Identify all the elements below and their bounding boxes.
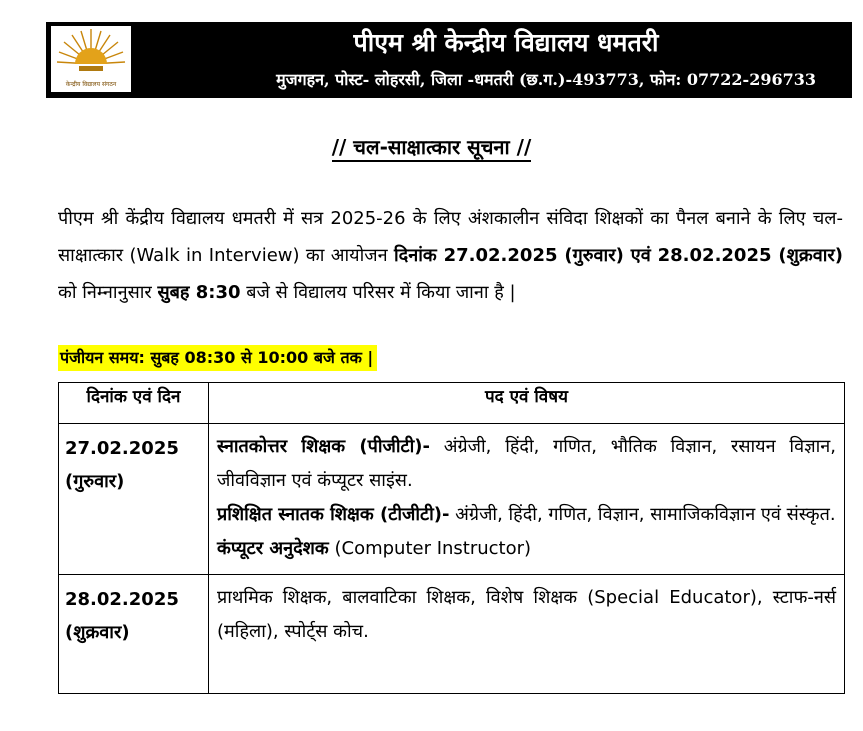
header-date-day: दिनांक एवं दिन	[59, 383, 209, 424]
subject-cell	[209, 575, 845, 694]
pgt-line	[217, 430, 836, 498]
tgt-line	[217, 498, 836, 532]
subject-cell	[209, 424, 845, 575]
ci-label: कंप्यूटर अनुदेशक	[217, 538, 329, 559]
notice-title	[0, 133, 863, 160]
kvs-logo	[51, 26, 131, 92]
para-part1: पीएम श्री केंद्रीय विद्यालय धमतरी में सत्र 2025-26 के लिए अंशकालीन संविदा शिक्षकों का पैनल बनाने के लिए चल-साक्षात्कार (Walk in Interview) का आयोजन	[58, 208, 843, 266]
date-cell	[59, 575, 209, 694]
tgt-label: प्रशिक्षित स्नातक शिक्षक (टीजीटी)-	[217, 504, 450, 525]
row-date: 27.02.2025	[65, 438, 179, 459]
tgt-subjects: अंग्रेजी, हिंदी, गणित, विज्ञान, सामाजिकविज्ञान एवं संस्कृत.	[449, 504, 836, 525]
para-dates: दिनांक 27.02.2025 (गुरुवार) एवं 28.02.2025 (शुक्रवार)	[394, 245, 843, 266]
para-part2: को निम्नानुसार	[58, 282, 158, 303]
notice-title-text: // चल-साक्षात्कार सूचना //	[332, 135, 532, 162]
letterhead	[46, 22, 852, 98]
table-row	[59, 575, 845, 694]
school-address: मुजगहन, पोस्ट- लोहरसी, जिला -धमतरी (छ.ग.)-493773, फोन: 07722-296733	[276, 70, 816, 89]
table-header-row	[59, 383, 845, 424]
school-name: पीएम श्री केन्द्रीय विद्यालय धमतरी	[353, 28, 659, 57]
para-time: सुबह 8:30	[157, 282, 241, 303]
schedule-table	[58, 382, 845, 694]
table-row	[59, 424, 845, 575]
header-post-subject: पद एवं विषय	[209, 383, 845, 424]
registration-time: पंजीयन समय: सुबह 08:30 से 10:00 बजे तक |	[58, 345, 377, 371]
primary-posts-line: प्राथमिक शिक्षक, बालवाटिका शिक्षक, विशेष शिक्षक (Special Educator), स्टाफ-नर्स (महिला), स्पोर्ट्स कोच.	[217, 587, 836, 642]
row-date: 28.02.2025	[65, 589, 179, 610]
para-part3: बजे से विद्यालय परिसर में किया जाना है |	[240, 282, 516, 303]
logo-caption: केन्द्रीय विद्यालय संगठन	[65, 81, 117, 88]
ci-line	[217, 532, 836, 566]
date-cell	[59, 424, 209, 575]
notice-paragraph	[58, 200, 843, 311]
row-day: (शुक्रवार)	[65, 622, 130, 643]
row-day: (गुरुवार)	[65, 471, 125, 492]
pgt-label: स्नातकोत्तर शिक्षक (पीजीटी)-	[217, 436, 430, 457]
pgt-subjects: अंग्रेजी, हिंदी, गणित, भौतिक विज्ञान, रसायन विज्ञान, जीवविज्ञान एवं कंप्यूटर साइंस.	[217, 436, 836, 491]
ci-text: (Computer Instructor)	[328, 538, 532, 559]
